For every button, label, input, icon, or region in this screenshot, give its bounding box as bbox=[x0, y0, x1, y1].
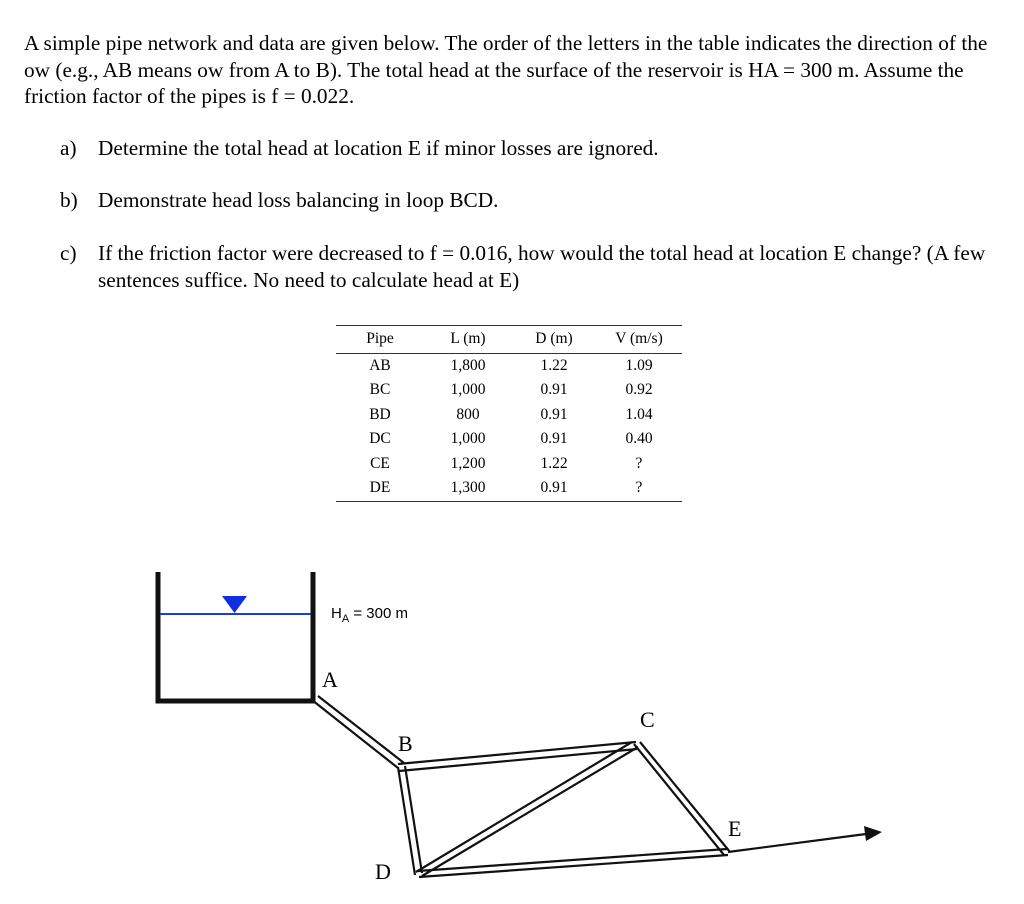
question-b-text: Demonstrate head loss balancing in loop BCD. bbox=[98, 188, 499, 212]
cell-diameter: 1.22 bbox=[540, 454, 568, 472]
cell-pipe: AB bbox=[369, 356, 391, 374]
reservoir-head-label: $H_A = 300$ m bbox=[331, 605, 408, 625]
cell-diameter: 0.91 bbox=[540, 405, 568, 423]
water-level-marker-icon bbox=[222, 596, 247, 613]
reservoir-tank bbox=[158, 572, 313, 701]
cell-pipe: BC bbox=[369, 381, 391, 398]
pipe-bc bbox=[398, 742, 637, 771]
outflow-line bbox=[728, 834, 866, 852]
cell-pipe: DE bbox=[336, 476, 424, 501]
cell-velocity: 1.04 bbox=[625, 405, 653, 423]
cell-diameter: 0.91 bbox=[540, 381, 568, 398]
node-label-b: B bbox=[398, 731, 413, 756]
node-label-c: C bbox=[640, 707, 655, 732]
cell-velocity: 0.92 bbox=[625, 381, 653, 398]
cell-length: 800 bbox=[456, 405, 480, 423]
cell-length: 1,000 bbox=[450, 381, 486, 398]
question-c-text: If the friction factor were decreased to f = 0.016, how would the total head at location E change? (A few sentences suffice. No need to calculate head at E) bbox=[98, 241, 986, 292]
problem-statement: A simple pipe network and data are given below. The order of the letters in the table indicates the direction of the ow (e.g., AB means ow from A to B). The total head at the surface of the reservoir is HA = 300 m. Assume the friction factor of the pipes is f = 0.022. bbox=[24, 31, 988, 108]
header-pipe: Pipe bbox=[336, 326, 424, 354]
cell-velocity: ? bbox=[635, 454, 643, 472]
pipe-ab bbox=[312, 696, 404, 768]
pipe-de bbox=[418, 849, 728, 877]
question-a-text: Determine the total head at location E if minor losses are ignored. bbox=[98, 136, 659, 160]
pipe-bd bbox=[398, 766, 422, 875]
question-a-label: a) bbox=[60, 136, 77, 160]
node-label-d: D bbox=[375, 859, 391, 884]
cell-diameter: 0.91 bbox=[540, 430, 568, 447]
cell-length: 1,200 bbox=[450, 454, 486, 472]
cell-pipe: CE bbox=[370, 454, 390, 472]
cell-velocity: 0.40 bbox=[625, 430, 653, 447]
pipe-dc bbox=[416, 742, 638, 876]
cell-length: 1,300 bbox=[424, 476, 512, 501]
header-diameter: D (m) bbox=[512, 326, 596, 354]
cell-pipe: DC bbox=[369, 430, 391, 447]
cell-length: 1,800 bbox=[450, 356, 486, 374]
cell-diameter: 0.91 bbox=[512, 476, 596, 501]
cell-diameter: 1.22 bbox=[540, 356, 568, 374]
pipe-network bbox=[312, 696, 730, 877]
cell-pipe: BD bbox=[369, 405, 391, 423]
cell-velocity: 1.09 bbox=[625, 356, 653, 374]
node-label-a: A bbox=[322, 667, 338, 692]
question-c-label: c) bbox=[60, 241, 77, 265]
outflow-arrow-icon bbox=[864, 826, 882, 841]
cell-length: 1,000 bbox=[450, 430, 486, 447]
header-length: L (m) bbox=[424, 326, 512, 354]
cell-velocity: ? bbox=[596, 476, 682, 501]
pipe-ce bbox=[634, 742, 730, 855]
header-velocity: V (m/s) bbox=[596, 326, 682, 354]
node-label-e: E bbox=[728, 816, 742, 841]
question-b-label: b) bbox=[60, 188, 78, 212]
